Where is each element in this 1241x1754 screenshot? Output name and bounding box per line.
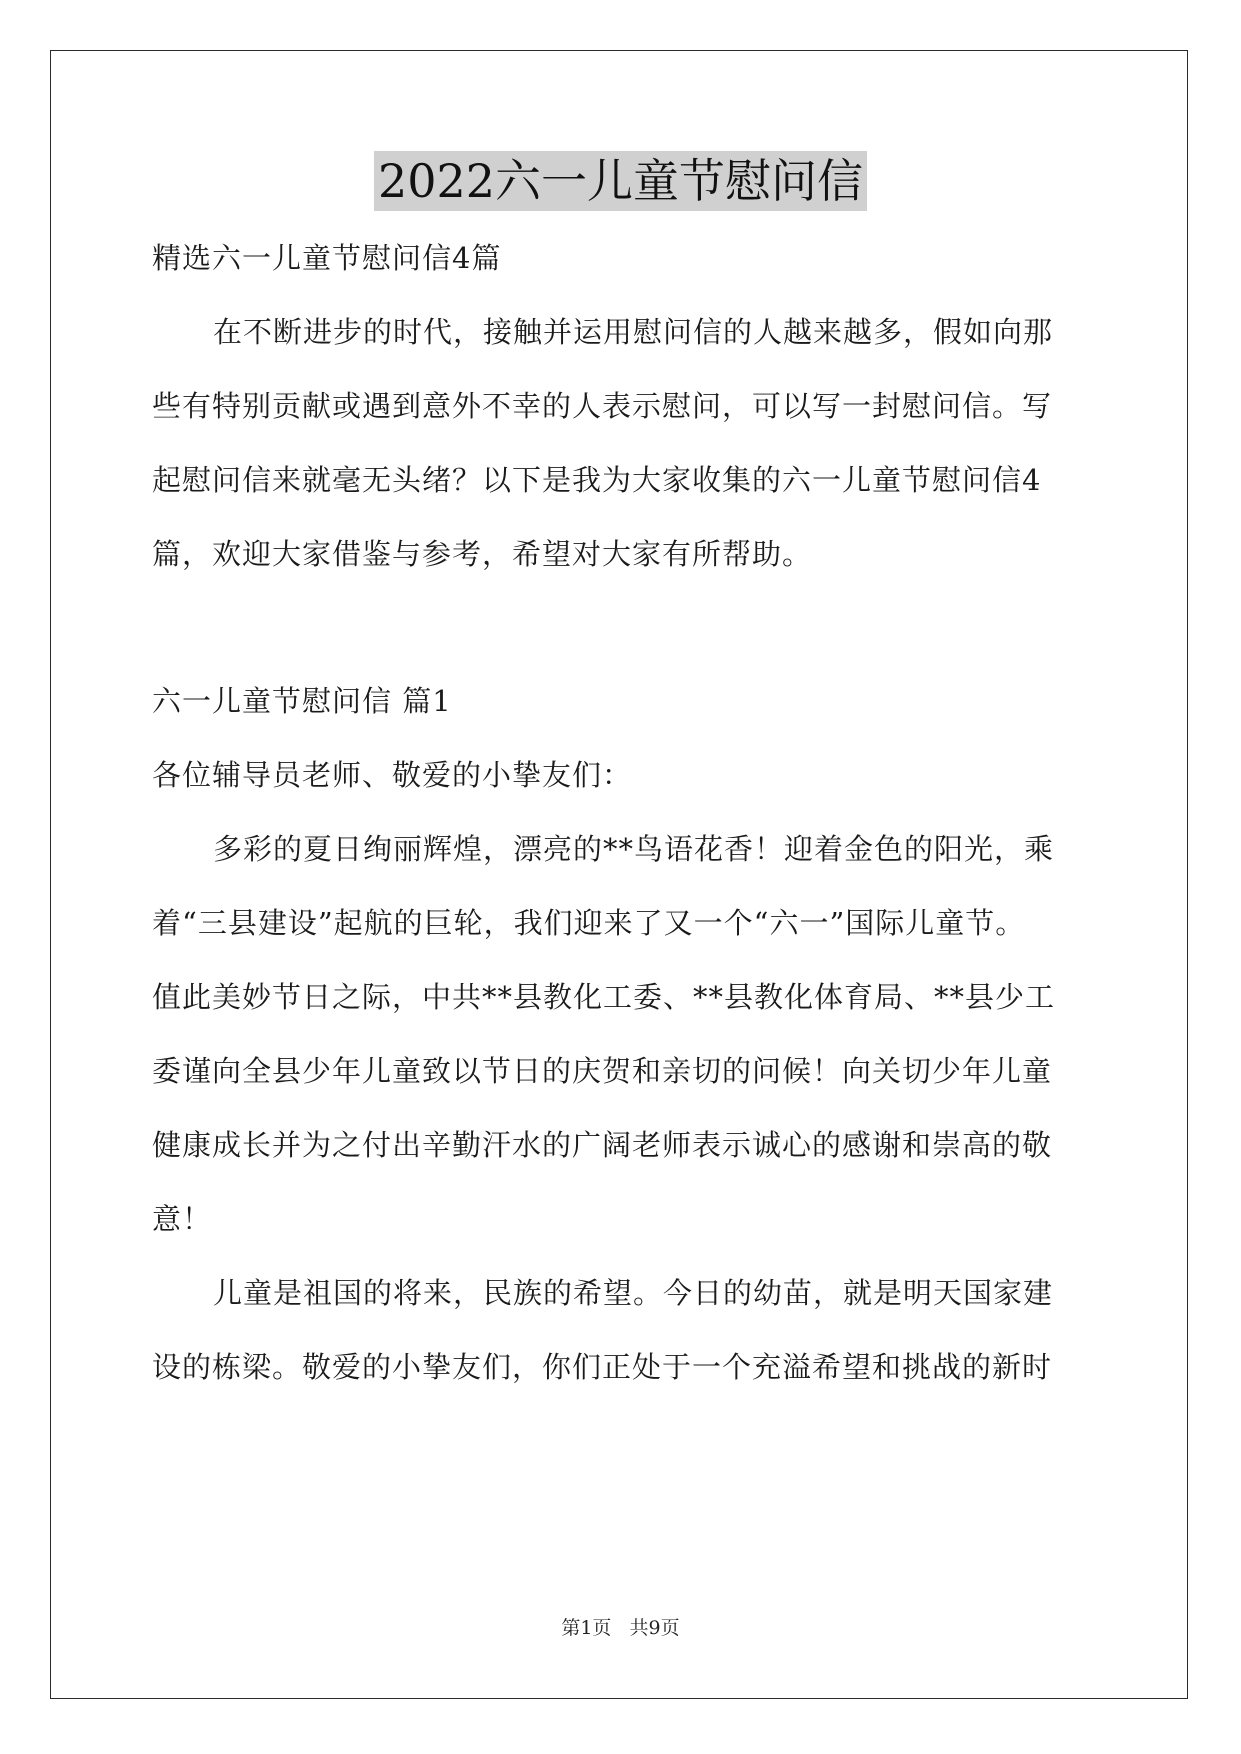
paragraph-line: 些有特别贡献或遇到意外不幸的人表示慰问，可以写一封慰问信。写 <box>152 389 1053 423</box>
paragraph-line: 意！ <box>152 1202 213 1236</box>
paragraph-line: 值此美妙节日之际，中共**县教化工委、**县教化体育局、**县少工 <box>152 980 1056 1014</box>
paragraph-line: 设的栋梁。敬爱的小挚友们，你们正处于一个充溢希望和挑战的新时 <box>152 1350 1053 1384</box>
salutation: 各位辅导员老师、敬爱的小挚友们： <box>152 758 633 792</box>
paragraph-line: 在不断进步的时代，接触并运用慰问信的人越来越多，假如向那 <box>213 315 1054 349</box>
paragraph-line: 篇，欢迎大家借鉴与参考，希望对大家有所帮助。 <box>152 537 813 571</box>
title-container <box>0 151 1241 211</box>
page-footer <box>0 1616 1241 1640</box>
paragraph-line: 着“三县建设”起航的巨轮，我们迎来了又一个“六一”国际儿童节。 <box>152 906 1026 940</box>
paragraph-line: 起慰问信来就毫无头绪？以下是我为大家收集的六一儿童节慰问信4 <box>152 463 1042 497</box>
document-title: 2022六一儿童节慰问信 <box>374 151 867 211</box>
paragraph-line: 儿童是祖国的将来，民族的希望。今日的幼苗，就是明天国家建 <box>213 1276 1054 1310</box>
section-heading: 六一儿童节慰问信 篇1 <box>152 684 452 718</box>
paragraph-line: 委谨向全县少年儿童致以节日的庆贺和亲切的问候！向关切少年儿童 <box>152 1054 1053 1088</box>
document-subtitle: 精选六一儿童节慰问信4篇 <box>152 241 502 275</box>
paragraph-line: 多彩的夏日绚丽辉煌，漂亮的**鸟语花香！迎着金色的阳光，乘 <box>213 832 1055 866</box>
paragraph-line: 健康成长并为之付出辛勤汗水的广阔老师表示诚心的感谢和崇高的敬 <box>152 1128 1053 1162</box>
page-number-label: 第1页 共9页 <box>561 1617 680 1639</box>
page-border <box>50 50 1188 1699</box>
